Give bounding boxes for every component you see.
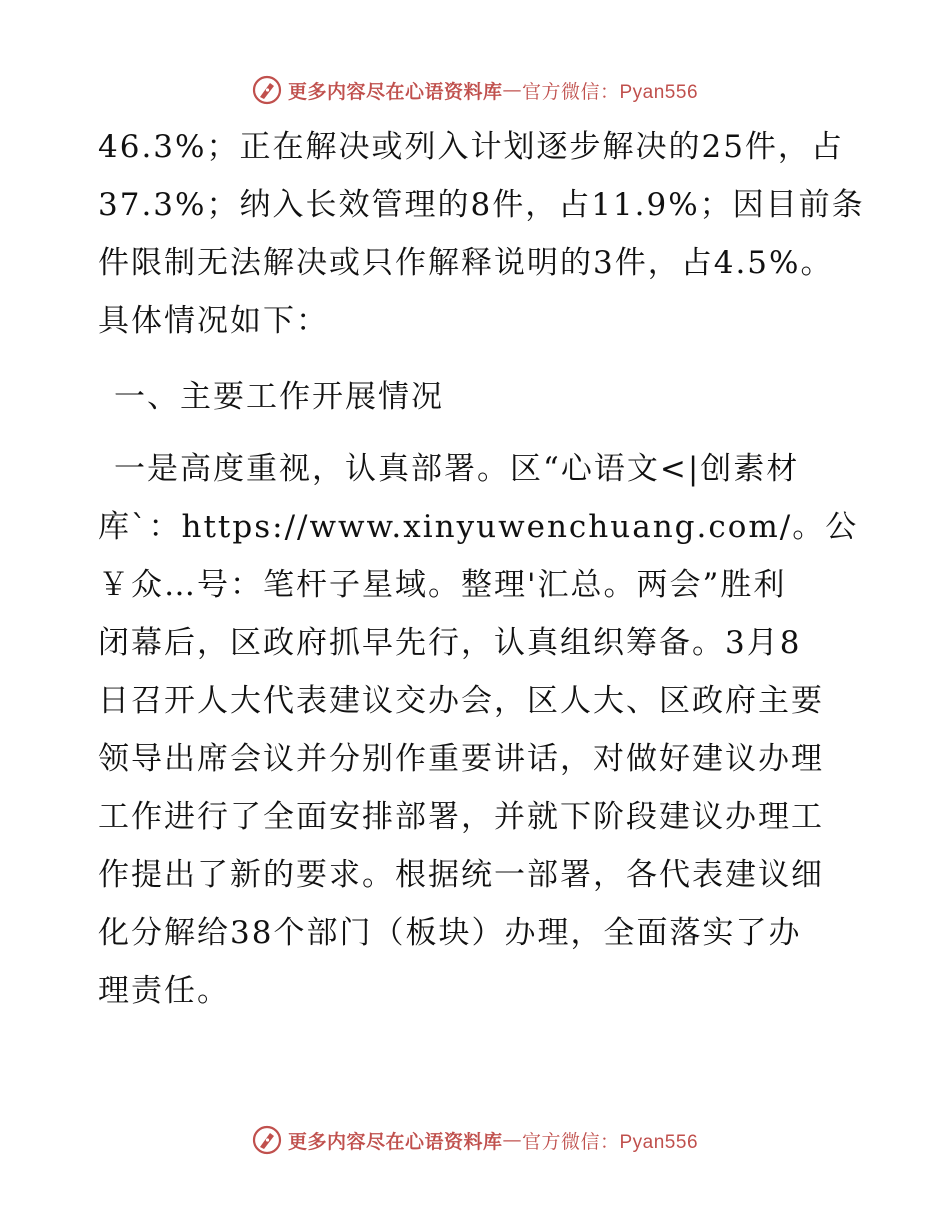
text-line: 化分解给38个部门（板块）办理，全面落实了办: [98, 915, 802, 951]
text-line: 46.3%；正在解决或列入计划逐步解决的25件，占: [98, 129, 844, 165]
watermark-wechat-text: 官方微信：Pyan556: [522, 81, 699, 103]
pen-nib-logo-icon: [252, 75, 282, 105]
text-line: 一是高度重视，认真部署。区“心语文<|创素材: [114, 451, 800, 487]
text-line: 作提出了新的要求。根据统一部署，各代表建议细: [98, 857, 824, 893]
text-line: 闭幕后，区政府抓早先行，认真组织筹备。3月8: [98, 625, 802, 661]
watermark-main-text: 更多内容尽在心语资料库: [287, 1130, 503, 1153]
text-line: 工作进行了全面安排部署，并就下阶段建议办理工: [98, 799, 824, 835]
paragraph-statistics: [98, 118, 865, 350]
section-heading: [98, 368, 858, 426]
text-line: 库`：https://www.xinyuwenchuang.com/。公: [98, 509, 859, 545]
header-watermark: [0, 70, 950, 110]
text-line: 具体情况如下：: [98, 303, 329, 339]
watermark-wechat-text: 官方微信：Pyan556: [522, 1131, 699, 1153]
text-line: ￥众…号：笔杆子星域。整理'汇总。两会”胜利: [98, 567, 787, 603]
watermark-main-text: 更多内容尽在心语资料库: [287, 80, 503, 103]
paragraph-deployment: [98, 440, 858, 1020]
text-line: 领导出席会议并分别作重要讲话，对做好建议办理: [98, 741, 824, 777]
text-line: 件限制无法解决或只作解释说明的3件，占4.5%。: [98, 245, 834, 281]
heading-text: 一、主要工作开展情况: [114, 379, 444, 415]
text-line: 37.3%；纳入长效管理的8件，占11.9%；因目前条: [98, 187, 865, 223]
pen-nib-logo-icon: [252, 1125, 282, 1155]
footer-watermark: [0, 1120, 950, 1160]
watermark-separator: —: [502, 79, 522, 101]
text-line: 日召开人大代表建议交办会，区人大、区政府主要: [98, 683, 824, 719]
watermark-separator: —: [502, 1129, 522, 1151]
text-line: 理责任。: [98, 973, 230, 1009]
